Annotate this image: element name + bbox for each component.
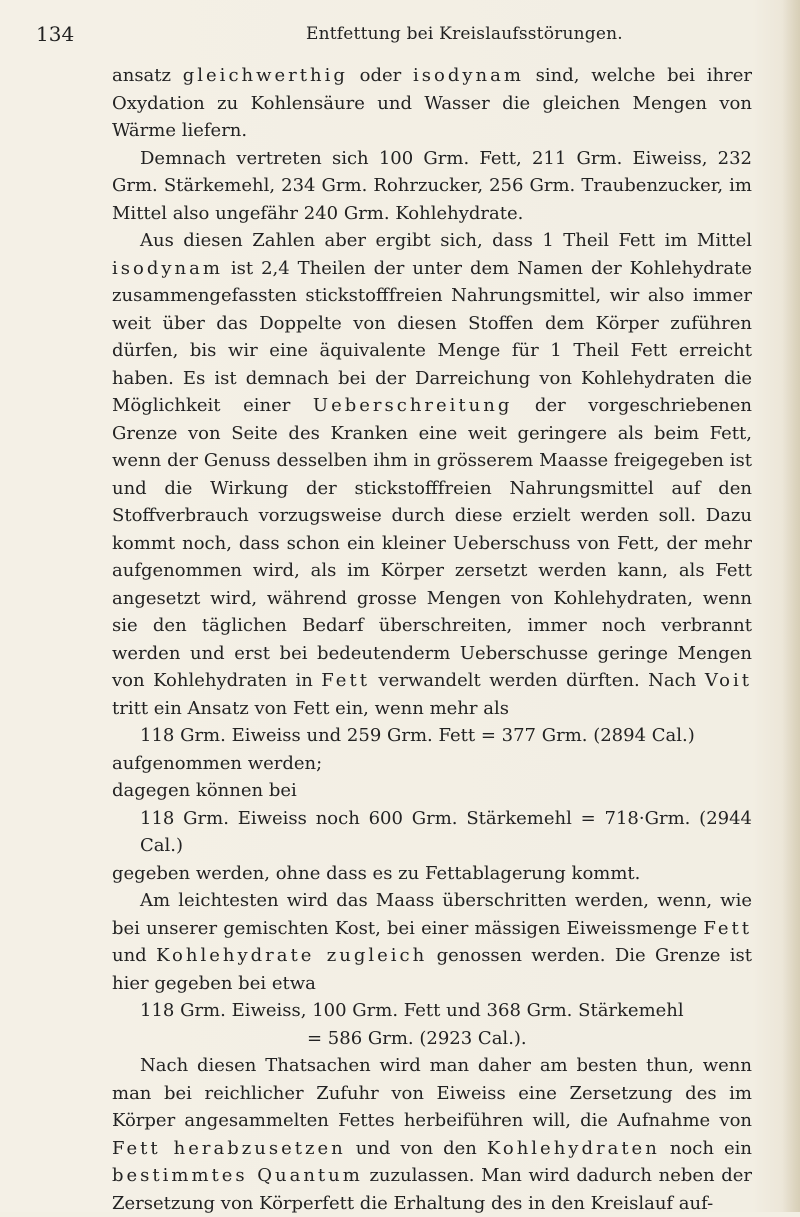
- spaced-emphasis: Kohlehydraten: [486, 1137, 660, 1159]
- page-edge-shadow: [782, 0, 800, 1212]
- formula-2: 118 Grm. Eiweiss noch 600 Grm. Stärkemehl = 718·Grm. (2944 Cal.): [140, 807, 752, 856]
- paragraph-3: [112, 227, 752, 722]
- spaced-emphasis: Fett: [703, 917, 752, 939]
- paragraph-5: [112, 1052, 752, 1217]
- formula-3-block: [112, 997, 752, 1052]
- formula-3-line-1: 118 Grm. Eiweiss, 100 Grm. Fett und 368 Grm. Stärkemehl: [140, 1000, 684, 1021]
- text-run: genossen werden. Die Grenze ist hier gegeben bei etwa: [112, 945, 752, 994]
- spaced-emphasis: isodynam: [112, 257, 223, 279]
- text-run: oder: [347, 65, 413, 86]
- text-run: ansatz: [112, 65, 183, 86]
- formula-3-line-2: = 586 Grm. (2923 Cal.).: [307, 1027, 527, 1049]
- text-run: ist 2,4 Theilen der unter dem Namen der Kohlehydrate zusammengefassten stickstofffreien Nahrungsmittel, wir also immer weit über das Doppelte von diesen Stoffen dem Körper zuführen dürfen, bis wir eine äquivalente Menge für 1 Theil Fett erreicht haben. Es ist demnach bei der Darreichung von Kohlehydraten die Möglichkeit einer: [112, 257, 752, 416]
- text-run: Am leichtesten wird das Maass überschritten werden, wenn, wie bei unserer gemischten Kost, bei einer mässigen Eiweissmenge: [112, 890, 752, 939]
- spaced-emphasis: Fett: [321, 670, 370, 691]
- text-run: tritt ein Ansatz von Fett ein, wenn mehr als: [112, 697, 509, 719]
- page-header: [36, 22, 740, 52]
- text-run: zuzulassen. Man wird dadurch neben der Zersetzung von Körperfett die Erhaltung des in den Kreislauf auf-: [112, 1165, 753, 1214]
- text-run: Nach diesen Thatsachen wird man daher am besten thun, wenn man bei reichlicher Zufuhr von Eiweiss eine Zersetzung des im Körper angesammelten Fettes herbeiführen will, die Aufnahme von: [112, 1055, 752, 1131]
- formula-1-block: [112, 722, 752, 887]
- paragraph-1: [112, 62, 752, 145]
- text-run: sind, welche bei ihrer Oxydation zu Kohlensäure und Wasser die gleichen Mengen von Wärme liefern.: [112, 65, 752, 141]
- text-run: Aus diesen Zahlen aber ergibt sich, dass 1 Theil Fett im Mittel: [140, 230, 752, 251]
- formula-1: 118 Grm. Eiweiss und 259 Grm. Fett = 377 Grm. (2894 Cal.): [140, 725, 695, 746]
- spaced-emphasis: bestimmtes Quantum: [112, 1165, 363, 1186]
- text-run: verwandelt werden dürften. Nach: [369, 670, 705, 691]
- spaced-emphasis: isodynam: [413, 65, 524, 86]
- body-text: [112, 62, 752, 1217]
- text-run: noch ein: [659, 1137, 752, 1159]
- formula-2-followup: gegeben werden, ohne dass es zu Fettablagerung kommt.: [112, 862, 641, 884]
- spaced-emphasis: Ueberschreitung: [312, 395, 513, 416]
- formula-2-intro: dagegen können bei: [112, 780, 297, 801]
- paragraph-4: [112, 887, 752, 997]
- spaced-emphasis: gleichwerthig: [182, 65, 348, 86]
- text-run: Demnach vertreten sich 100 Grm. Fett, 211 Grm. Eiweiss, 232 Grm. Stärkemehl, 234 Grm. Rohrzucker, 256 Grm. Traubenzucker, im Mittel also ungefähr 240 Grm. Kohlehydrate.: [112, 147, 752, 224]
- spaced-emphasis: Voit: [704, 670, 752, 691]
- text-run: und von den: [345, 1137, 487, 1159]
- paragraph-2: [112, 145, 752, 228]
- spaced-emphasis: Kohlehydrate zugleich: [156, 945, 428, 966]
- spaced-emphasis: Fett herabzusetzen: [112, 1137, 346, 1159]
- text-run: und: [112, 945, 157, 966]
- formula-1-followup: aufgenommen werden;: [112, 752, 323, 774]
- running-head: Entfettung bei Kreislaufsstörungen.: [306, 24, 623, 44]
- page-number: 134: [36, 22, 75, 46]
- text-run: der vorgeschriebenen Grenze von Seite des Kranken eine weit geringere als beim Fett, wenn der Genuss desselben ihm in grösserem Maasse freigegeben ist und die Wirkung der stickstofffreien Nahrungsmittel auf den Stoffverbrauch vorzugsweise durch diese erzielt werden soll. Dazu kommt noch, dass schon ein kleiner Ueberschuss von Fett, der mehr aufgenommen wird, als im Körper zersetzt werden kann, als Fett angesetzt wird, während grosse Mengen von Kohlehydraten, wenn sie den täglichen Bedarf überschreiten, immer noch verbrannt werden und erst bei bedeutenderm Ueberschusse geringe Mengen von Kohlehydraten in: [112, 395, 752, 691]
